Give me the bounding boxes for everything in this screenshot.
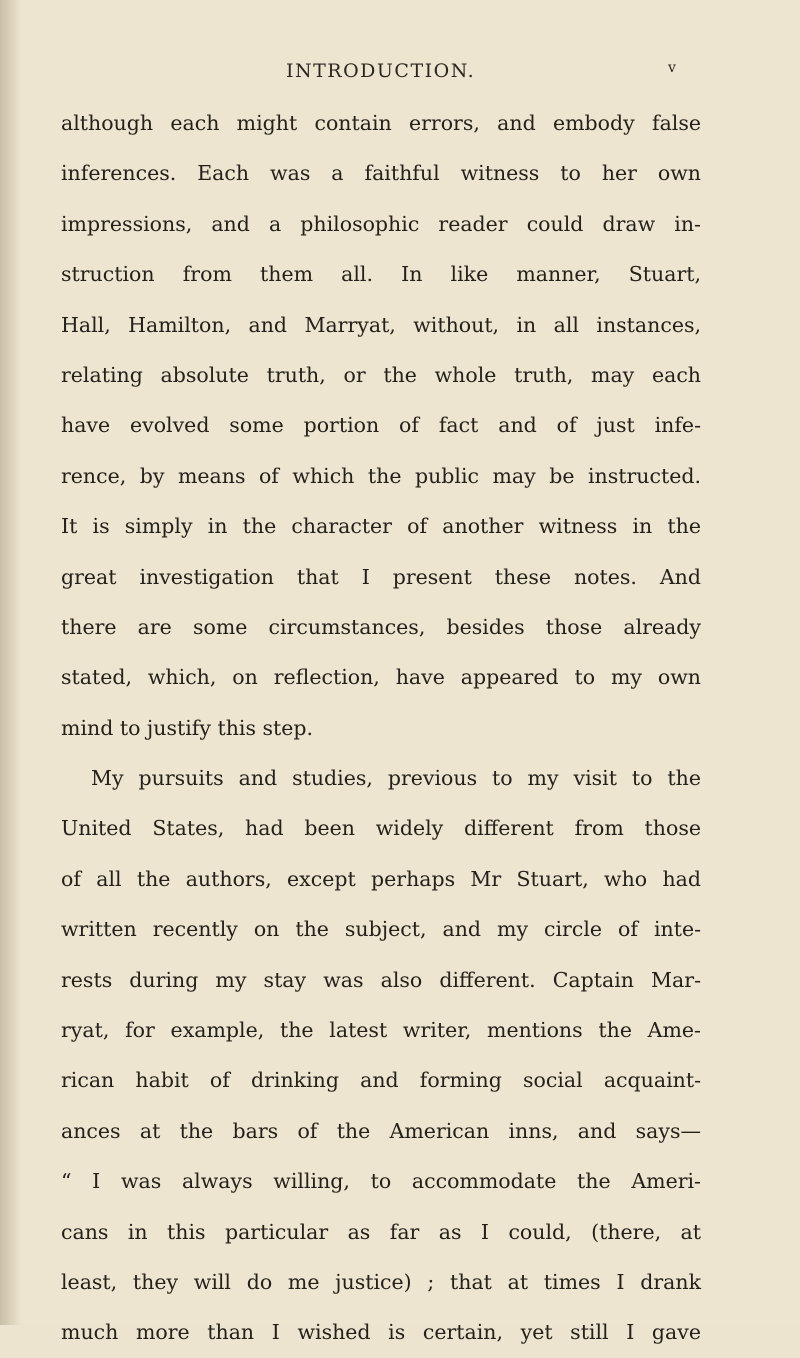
text-line: ryat, for example, the latest writer, mentions the Ame- [61, 1018, 701, 1043]
text-line: rests during my stay was also different. Captain Mar- [61, 967, 701, 992]
paragraph-end-line: mind to justify this step. [61, 715, 314, 740]
text-line: rican habit of drinking and forming social acquaint- [61, 1068, 701, 1093]
text-line: impressions, and a philosophic reader could draw in- [61, 211, 701, 236]
text-line: struction from them all. In like manner, Stuart, [61, 262, 701, 287]
body-text [61, 98, 701, 1358]
text-line: ances at the bars of the American inns, and says— [61, 1118, 701, 1143]
text-line: Hall, Hamilton, and Marryat, without, in all instances, [61, 312, 701, 337]
quote-line: least, they will do me justice) ; that at times I drank [61, 1269, 701, 1294]
text-line: relating absolute truth, or the whole truth, may each [61, 362, 701, 387]
text-line: written recently on the subject, and my circle of inte- [61, 917, 701, 942]
text-line: United States, had been widely different from those [61, 816, 701, 841]
text-line: inferences. Each was a faithful witness to her own [61, 161, 701, 186]
quote-line: cans in this particular as far as I could, (there, at [61, 1219, 701, 1244]
text-line: there are some circumstances, besides those already [61, 614, 701, 639]
text-line: although each might contain errors, and embody false [61, 111, 701, 135]
quote-line: much more than I wished is certain, yet still I gave [61, 1320, 701, 1345]
text-line: great investigation that I present these notes. And [61, 564, 701, 589]
text-line: stated, which, on reflection, have appeared to my own [61, 665, 701, 690]
page-number: v [668, 60, 676, 76]
running-title: INTRODUCTION. [286, 60, 476, 82]
paragraph-start-line: My pursuits and studies, previous to my visit to the [91, 766, 701, 791]
text-line: have evolved some portion of fact and of just infe- [61, 413, 701, 438]
gutter-shadow [0, 0, 22, 1325]
text-line: It is simply in the character of another witness in the [61, 514, 701, 539]
text-line: rence, by means of which the public may be instructed. [61, 463, 701, 488]
page-header [0, 60, 800, 90]
text-line: of all the authors, except perhaps Mr Stuart, who had [61, 866, 701, 891]
quote-line: “ I was always willing, to accommodate the Ameri- [61, 1169, 701, 1194]
